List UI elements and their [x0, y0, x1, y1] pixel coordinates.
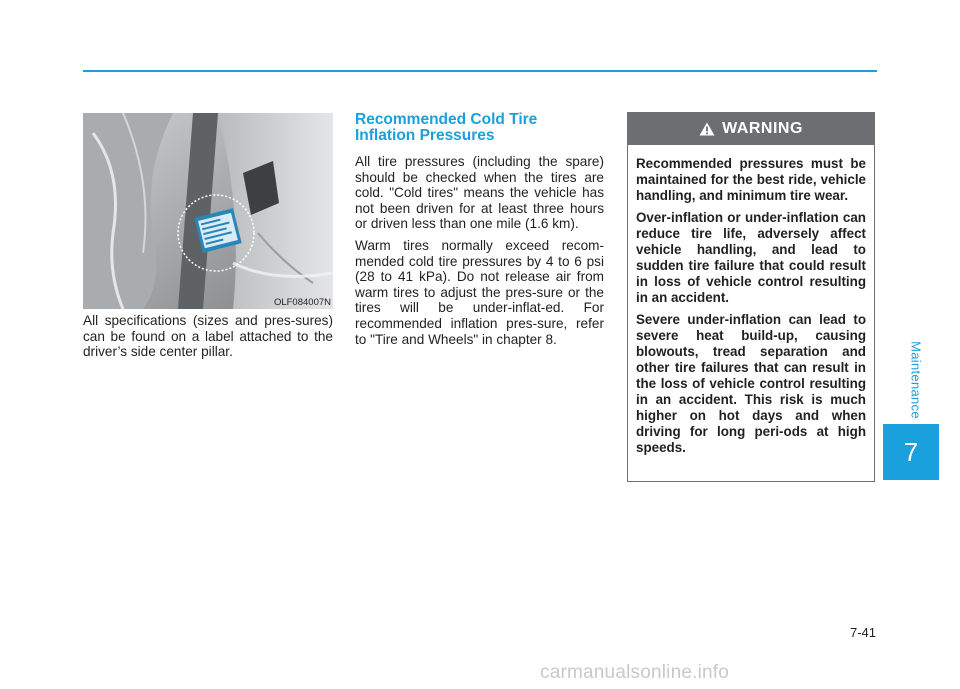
warning-paragraph: Severe under-inflation can lead to severe heat build-up, causing blowouts, tread separation and other tire failures that can result in the loss of vehicle control resulting in an accident. This risk is much higher on hot days and when driving for long peri-ods at high speeds.	[636, 312, 866, 455]
door-pillar-illustration	[83, 113, 333, 309]
chapter-tab: 7	[883, 424, 939, 480]
warning-body	[628, 145, 874, 456]
section-heading	[355, 112, 604, 144]
warning-header	[628, 113, 874, 145]
warning-triangle-icon	[699, 122, 715, 136]
warning-title: WARNING	[722, 120, 803, 137]
warning-box	[627, 112, 875, 482]
section-heading-line1: Recommended Cold Tire	[355, 111, 538, 128]
tire-label-figure	[83, 113, 333, 309]
cold-tire-section	[355, 112, 604, 353]
section-paragraph: All tire pressures (including the spare) should be checked when the tires are cold. "Cold tires" means the vehicle has not been driven for at least three hours or driven less than one mile (1.6 km).	[355, 154, 604, 232]
warning-paragraph: Over-inflation or under-inflation can reduce tire life, adversely affect vehicle handling, and lead to sudden tire failure that could result in loss of vehicle control resulting in an accident.	[636, 210, 866, 305]
label-location-text: All specifications (sizes and pres-sures) can be found on a label attached to the driver’s side center pillar.	[83, 313, 333, 360]
page-number: 7-41	[849, 625, 876, 640]
section-heading-line2: Inflation Pressures	[355, 127, 495, 144]
figure-code: OLF084007N	[273, 297, 331, 308]
section-paragraph: Warm tires normally exceed recom-mended cold tire pressures by 4 to 6 psi (28 to 41 kPa). Do not release air from warm tires to adjust the pres-sure or the tires will be under-inflat-ed. For recommended inflation pres-sure, refer to "Tire and Wheels" in chapter 8.	[355, 237, 604, 347]
section-label-text: Maintenance	[908, 341, 924, 419]
top-rule	[83, 70, 877, 72]
watermark: carmanualsonline.info	[540, 662, 730, 683]
warning-paragraph: Recommended pressures must be maintained for the best ride, vehicle handling, and minimum tire wear.	[636, 156, 866, 203]
section-side-label	[896, 330, 936, 430]
